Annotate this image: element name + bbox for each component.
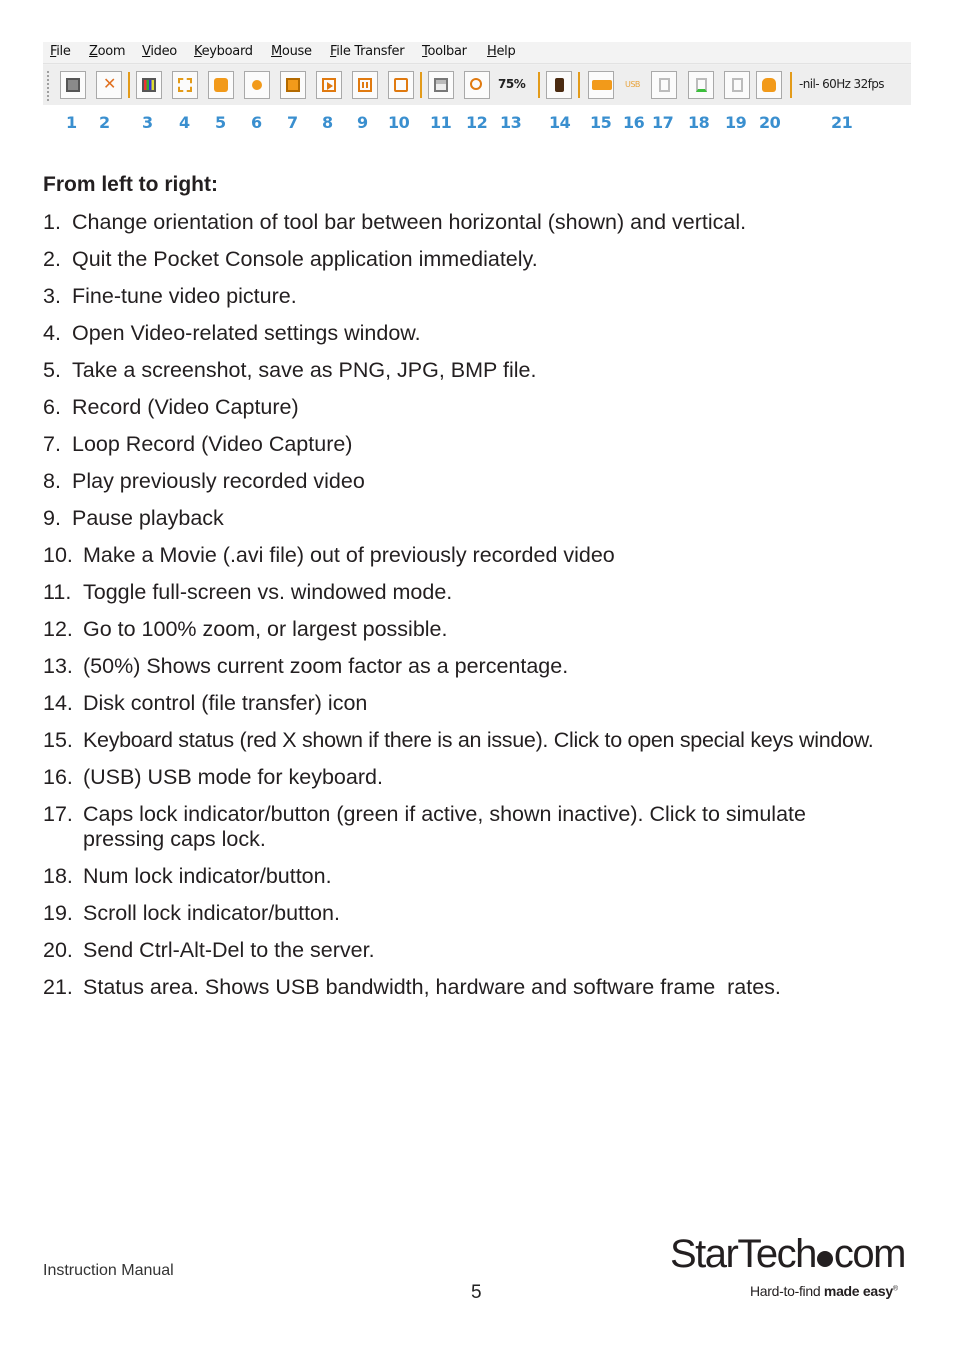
item-text: Make a Movie (.avi file) out of previously recorded video xyxy=(83,543,615,567)
footer-manual-label: Instruction Manual xyxy=(43,1262,174,1279)
list-item xyxy=(43,580,913,605)
logo-part-1: StarTech xyxy=(670,1232,816,1276)
item-number: 19. xyxy=(43,901,73,925)
item-text: Disk control (file transfer) icon xyxy=(83,691,368,715)
num-lock-button xyxy=(688,71,714,99)
keyboard-button xyxy=(588,71,614,99)
item-number: 16. xyxy=(43,765,73,789)
list-item xyxy=(43,765,913,790)
description-list xyxy=(43,210,913,1012)
item-text: Fine-tune video picture. xyxy=(72,284,297,308)
item-number: 3. xyxy=(43,284,61,308)
section-heading: From left to right: xyxy=(43,173,218,196)
callout-number: 14 xyxy=(549,113,571,132)
item-text: Toggle full-screen vs. windowed mode. xyxy=(83,580,453,604)
callout-number: 2 xyxy=(99,113,110,132)
callout-number: 19 xyxy=(725,113,747,132)
keyboard-icon xyxy=(592,80,612,90)
item-text: Quit the Pocket Console application immediately. xyxy=(72,247,538,271)
item-text: Send Ctrl-Alt-Del to the server. xyxy=(83,938,375,962)
toolbar-separator xyxy=(578,72,580,98)
scroll-lock-button xyxy=(724,71,750,99)
menu-video: Video xyxy=(142,44,177,59)
menu-bar xyxy=(43,42,911,64)
callout-number: 21 xyxy=(831,113,853,132)
movie-button xyxy=(388,71,414,99)
item-text: Scroll lock indicator/button. xyxy=(83,901,340,925)
callout-number: 1 xyxy=(66,113,77,132)
item-number: 21. xyxy=(43,975,73,999)
toolbar-screenshot xyxy=(43,42,911,105)
item-text: Status area. Shows USB bandwidth, hardware and software frame rates. xyxy=(83,975,781,999)
play-icon xyxy=(322,78,336,92)
toolbar-separator xyxy=(128,72,130,98)
callout-number: 13 xyxy=(500,113,522,132)
tagline-regular: Hard-to-find xyxy=(750,1283,824,1299)
video-settings-icon xyxy=(178,78,192,92)
pause-icon xyxy=(358,78,372,92)
color-bars-icon xyxy=(142,78,156,92)
callout-number: 3 xyxy=(142,113,153,132)
record-button xyxy=(244,71,270,99)
callout-number: 5 xyxy=(215,113,226,132)
scroll-lock-icon xyxy=(732,78,743,92)
item-text: Go to 100% zoom, or largest possible. xyxy=(83,617,448,641)
item-number: 8. xyxy=(43,469,61,493)
quit-x-icon: ✕ xyxy=(103,74,117,93)
movie-icon xyxy=(394,78,408,92)
tool-strip xyxy=(43,65,911,105)
disk-button xyxy=(546,71,572,99)
list-item xyxy=(43,728,913,753)
item-number: 4. xyxy=(43,321,61,345)
list-item xyxy=(43,247,913,272)
callout-number: 10 xyxy=(388,113,410,132)
menu-zoom: Zoom xyxy=(89,44,126,59)
ctrl-alt-del-hand-icon xyxy=(762,78,776,92)
menu-file-transfer: File Transfer xyxy=(330,44,405,59)
fullscreen-icon xyxy=(434,78,448,92)
item-text: Loop Record (Video Capture) xyxy=(72,432,353,456)
logo-dot-icon xyxy=(817,1251,833,1267)
item-number: 1. xyxy=(43,210,61,234)
status-area: -nil- 60Hz 32fps xyxy=(799,77,884,91)
menu-keyboard: Keyboard xyxy=(194,44,253,59)
callout-number: 12 xyxy=(466,113,488,132)
loop-record-icon xyxy=(286,78,300,92)
toolbar-separator xyxy=(538,72,540,98)
toolbar-separator xyxy=(420,72,422,98)
item-text: Pause playback xyxy=(72,506,224,530)
logo-part-2: com xyxy=(833,1232,905,1276)
callout-number: 11 xyxy=(430,113,452,132)
disk-icon xyxy=(555,78,564,92)
zoom-factor: 75% xyxy=(498,77,526,91)
callout-number: 15 xyxy=(590,113,612,132)
item-text: Caps lock indicator/button (green if active, shown inactive). Click to simulate pressing caps lock. xyxy=(83,802,806,851)
pause-button xyxy=(352,71,378,99)
list-item xyxy=(43,543,913,568)
item-number: 17. xyxy=(43,802,73,826)
menu-help: Help xyxy=(487,44,516,59)
toolbar-separator xyxy=(790,72,792,98)
item-text: Take a screenshot, save as PNG, JPG, BMP file. xyxy=(72,358,537,382)
item-number: 18. xyxy=(43,864,73,888)
list-item xyxy=(43,938,913,963)
list-item xyxy=(43,802,913,852)
usb-mode: USB xyxy=(625,80,640,89)
item-number: 6. xyxy=(43,395,61,419)
callout-number: 9 xyxy=(357,113,368,132)
item-text: Num lock indicator/button. xyxy=(83,864,332,888)
page-number: 5 xyxy=(471,1282,482,1303)
callout-number: 8 xyxy=(322,113,333,132)
camera-icon xyxy=(214,78,228,92)
caps-lock-button xyxy=(651,71,677,99)
item-number: 14. xyxy=(43,691,73,715)
callout-number: 6 xyxy=(251,113,262,132)
startech-logo xyxy=(670,1232,910,1302)
item-number: 11. xyxy=(43,580,72,604)
caps-lock-icon xyxy=(659,78,670,92)
item-number: 15. xyxy=(43,728,73,752)
item-number: 10. xyxy=(43,543,73,567)
orientation-button xyxy=(60,71,86,99)
tagline-bold: made easy xyxy=(823,1283,893,1299)
menu-toolbar: Toolbar xyxy=(422,44,467,59)
callout-number: 17 xyxy=(652,113,674,132)
item-number: 7. xyxy=(43,432,61,456)
callout-number: 18 xyxy=(688,113,710,132)
item-number: 2. xyxy=(43,247,61,271)
color-bars-button xyxy=(136,71,162,99)
list-item xyxy=(43,654,913,679)
item-text: Record (Video Capture) xyxy=(72,395,299,419)
list-item xyxy=(43,506,913,531)
item-text: (50%) Shows current zoom factor as a percentage. xyxy=(83,654,569,678)
play-button xyxy=(316,71,342,99)
list-item xyxy=(43,321,913,346)
item-text: Keyboard status (red X shown if there is an issue). Click to open special keys window. xyxy=(83,728,874,752)
item-text: (USB) USB mode for keyboard. xyxy=(83,765,383,789)
item-number: 13. xyxy=(43,654,73,678)
item-text: Open Video-related settings window. xyxy=(72,321,421,345)
num-lock-icon xyxy=(696,78,707,92)
registered-mark: ® xyxy=(892,1285,898,1293)
list-item xyxy=(43,864,913,889)
list-item xyxy=(43,358,913,383)
item-number: 5. xyxy=(43,358,61,382)
ctrl-alt-del-button xyxy=(756,71,782,99)
item-number: 20. xyxy=(43,938,73,962)
list-item xyxy=(43,432,913,457)
loop-record-button xyxy=(280,71,306,99)
menu-file: File xyxy=(50,44,71,59)
item-text: Change orientation of tool bar between horizontal (shown) and vertical. xyxy=(72,210,747,234)
video-settings-button xyxy=(172,71,198,99)
callout-number: 7 xyxy=(287,113,298,132)
zoom-button xyxy=(464,71,490,99)
record-dot-icon xyxy=(252,80,262,90)
list-item xyxy=(43,284,913,309)
quit-button xyxy=(96,71,122,99)
callout-number: 20 xyxy=(759,113,781,132)
callout-number: 4 xyxy=(179,113,190,132)
item-number: 12. xyxy=(43,617,73,641)
list-item xyxy=(43,469,913,494)
zoom-magnifier-icon xyxy=(470,78,482,90)
logo-wordmark xyxy=(670,1232,905,1277)
fullscreen-button xyxy=(428,71,454,99)
list-item xyxy=(43,901,913,926)
list-item xyxy=(43,975,913,1000)
list-item xyxy=(43,691,913,716)
screenshot-button xyxy=(208,71,234,99)
callout-number: 16 xyxy=(623,113,645,132)
logo-tagline xyxy=(750,1283,898,1299)
list-item xyxy=(43,617,913,642)
list-item xyxy=(43,395,913,420)
list-item xyxy=(43,210,913,235)
item-text: Play previously recorded video xyxy=(72,469,365,493)
grip-handle xyxy=(46,70,50,102)
menu-mouse: Mouse xyxy=(271,44,312,59)
orientation-icon xyxy=(66,78,80,92)
item-number: 9. xyxy=(43,506,61,530)
